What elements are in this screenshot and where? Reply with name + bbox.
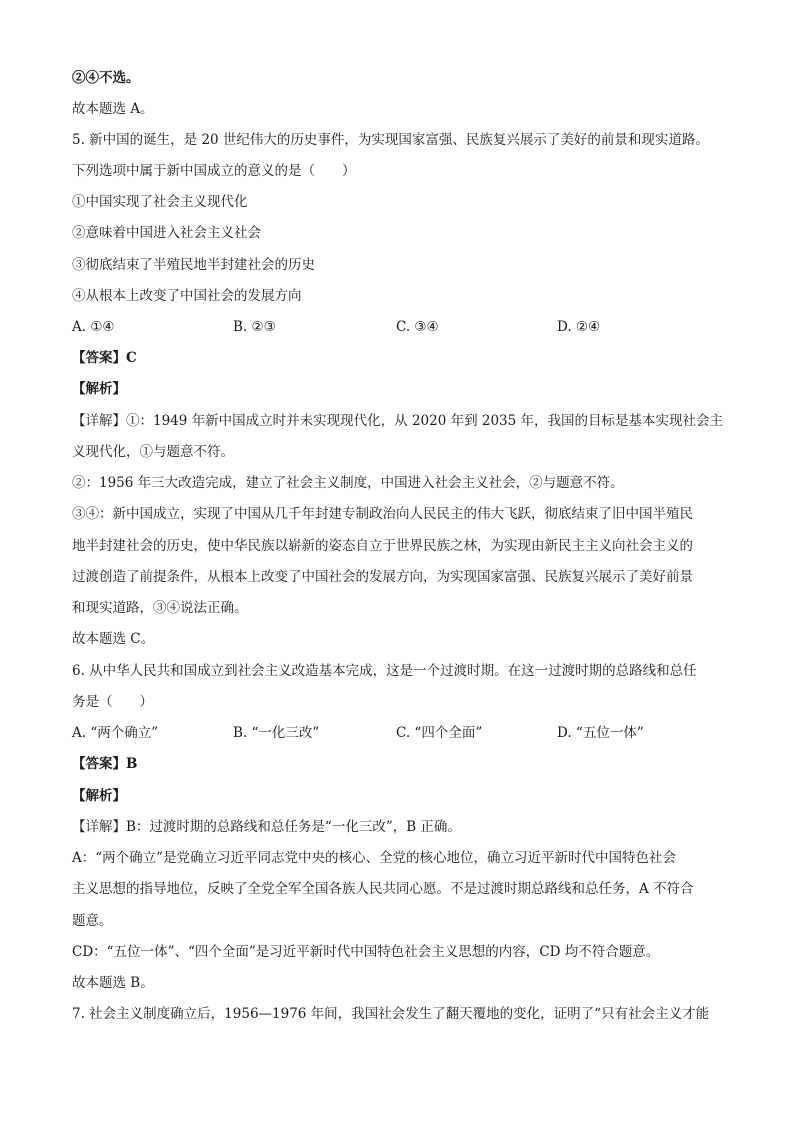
q6-analysis-heading: 【解析】	[72, 788, 126, 804]
q6-detail-2: A：“两个确立”是党确立习近平同志党中央的核心、全党的核心地位，确立习近平新时代中国特色社会	[72, 850, 677, 866]
q6-option-c: C. “四个全面”	[396, 725, 483, 741]
q6-option-a: A. “两个确立”	[72, 725, 159, 741]
q6-answer: 【答案】B	[72, 756, 138, 772]
q6-stem-line2: 务是（ ）	[72, 694, 153, 710]
q5-item-1: ①中国实现了社会主义现代化	[72, 194, 248, 210]
q6-conclusion: 故本题选 B。	[72, 975, 154, 991]
q6-detail-1: 【详解】B：过渡时期的总路线和总任务是“一化三改”，B 正确。	[72, 819, 461, 835]
q5-stem-line2: 下列选项中属于新中国成立的意义的是（ ）	[72, 163, 356, 179]
q6-option-d: D. “五位一体”	[557, 725, 644, 741]
q5-analysis-heading: 【解析】	[72, 381, 126, 397]
q6-detail-5: CD：“五位一体”、“四个全面”是习近平新时代中国特色社会主义思想的内容，CD 均不符合题意。	[72, 944, 660, 960]
q5-stem-line1: 5. 新中国的诞生，是 20 世纪伟大的历史事件，为实现国家富强、民族复兴展示了美好的前景和现实道路。	[72, 132, 709, 148]
q5-detail-4: ③④：新中国成立，实现了中国从几千年封建专制政治向人民民主的伟大飞跃，彻底结束了旧中国半殖民	[72, 506, 693, 522]
q6-stem-line1: 6. 从中华人民共和国成立到社会主义改造基本完成，这是一个过渡时期。在这一过渡时期的总路线和总任	[72, 663, 697, 679]
q5-detail-6: 过渡创造了前提条件，从根本上改变了中国社会的发展方向，为实现国家富强、民族复兴展示了美好前景	[72, 569, 693, 585]
q5-detail-2: 义现代化，①与题意不符。	[72, 444, 234, 460]
q5-option-c: C. ③④	[396, 319, 439, 335]
q5-conclusion: 故本题选 C。	[72, 631, 155, 647]
q5-detail-1: 【详解】①：1949 年新中国成立时并未实现现代化，从 2020 年到 2035 年，我国的目标是基本实现社会主	[72, 413, 724, 429]
q5-item-3: ③彻底结束了半殖民地半封建社会的历史	[72, 257, 315, 273]
q5-option-d: D. ②④	[557, 319, 601, 335]
q7-stem-line1: 7. 社会主义制度确立后，1956—1976 年间，我国社会发生了翻天覆地的变化，证明了“只有社会主义才能	[72, 1006, 710, 1022]
q5-item-2: ②意味着中国进入社会主义社会	[72, 225, 261, 241]
q4-conclusion: 故本题选 A。	[72, 101, 154, 117]
q5-detail-7: 和现实道路，③④说法正确。	[72, 600, 248, 616]
q5-option-b: B. ②③	[233, 319, 276, 335]
q5-item-4: ④从根本上改变了中国社会的发展方向	[72, 288, 302, 304]
q6-option-b: B. “一化三改”	[233, 725, 320, 741]
q6-detail-4: 题意。	[72, 913, 113, 929]
q5-detail-3: ②：1956 年三大改造完成，建立了社会主义制度，中国进入社会主义社会，②与题意不符。	[72, 475, 624, 491]
q6-detail-3: 主义思想的指导地位，反映了全党全军全国各族人民共同心愿。不是过渡时期总路线和总任务，A 不符合	[72, 881, 694, 897]
q5-answer: 【答案】C	[72, 350, 137, 366]
q5-detail-5: 地半封建社会的历史，使中华民族以崭新的姿态自立于世界民族之林，为实现由新民主主义向社会主义的	[72, 538, 693, 554]
q5-option-a: A. ①④	[72, 319, 115, 335]
q4-tail-line: ②④不选。	[72, 70, 140, 86]
